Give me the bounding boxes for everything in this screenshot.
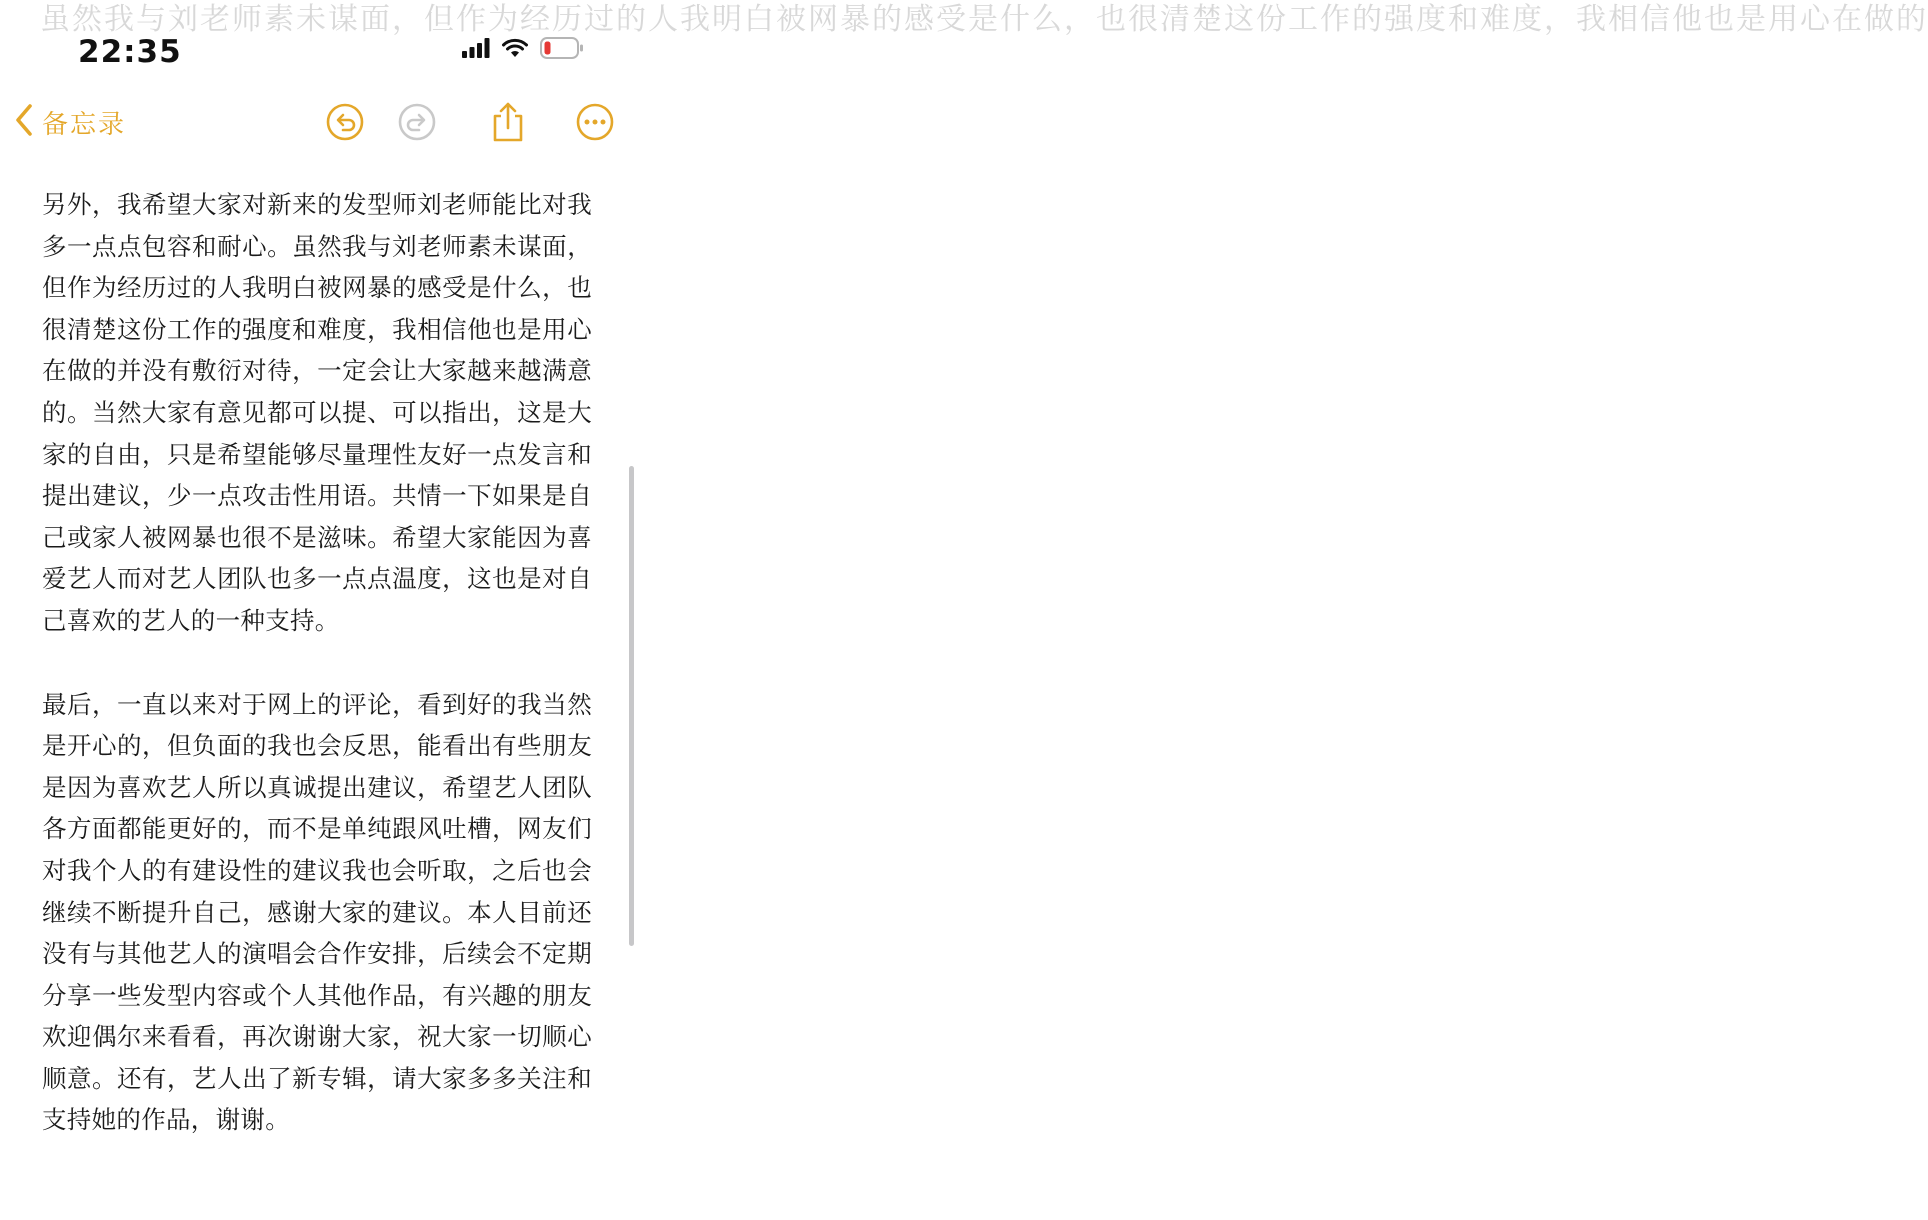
redo-button[interactable]: [393, 100, 441, 148]
battery-low-icon: [540, 37, 584, 63]
chevron-left-icon: [12, 102, 36, 142]
nav-bar: [0, 100, 640, 152]
cellular-signal-icon: [462, 38, 490, 62]
share-button[interactable]: [484, 100, 532, 148]
more-button[interactable]: [571, 100, 619, 148]
note-body[interactable]: [42, 184, 592, 1183]
note-paragraph: 最后，一直以来对于网上的评论，看到好的我当然是开心的，但负面的我也会反思，能看出有些朋友是因为喜欢艺人所以真诚提出建议，希望艺人团队各方面都能更好的，而不是单纯跟风吐槽，网友们对我个人的有建设性的建议我也会听取，之后也会继续不断提升自己，感谢大家的建议。本人目前还没有与其他艺人的演唱会合作安排，后续会不定期分享一些发型内容或个人其他作品，有兴趣的朋友欢迎偶尔来看看，再次谢谢大家，祝大家一切顺心顺意。还有，艺人出了新专辑，请大家多多关注和支持她的作品，谢谢。: [42, 689, 592, 1135]
status-bar: [0, 0, 1928, 100]
note-paragraph: 另外，我希望大家对新来的发型师刘老师能比对我多一点点包容和耐心。虽然我与刘老师素未谋面，但作为经历过的人我明白被网暴的感受是什么，也很清楚这份工作的强度和难度，我相信他也是用心在做的并没有敷衍对待，一定会让大家越来越满意的。当然大家有意见都可以提、可以指出，这是大家的自由，只是希望能够尽量理性友好一点发言和提出建议，少一点攻击性用语。共情一下如果是自己或家人被网暴也很不是滋味。希望大家能因为喜爱艺人而对艺人团队也多一点点温度，这也是对自己喜欢的艺人的一种支持。: [42, 190, 592, 635]
undo-icon: [325, 102, 365, 146]
status-icons: [462, 37, 584, 63]
status-time: 22:35: [78, 34, 182, 70]
back-button[interactable]: [12, 102, 126, 142]
undo-button[interactable]: [321, 100, 369, 148]
redo-icon: [397, 102, 437, 146]
scrollbar[interactable]: [629, 466, 634, 946]
share-icon: [490, 101, 526, 147]
wifi-icon: [502, 38, 528, 62]
background-text: 虽然我与刘老师素未谋面，但作为经历过的人我明白被网暴的感受是什么，也很清楚这份工作的强度和难度，我相信他也是用心在做的: [40, 2, 1928, 37]
more-icon: [575, 102, 615, 146]
back-label: 备忘录: [42, 109, 127, 140]
